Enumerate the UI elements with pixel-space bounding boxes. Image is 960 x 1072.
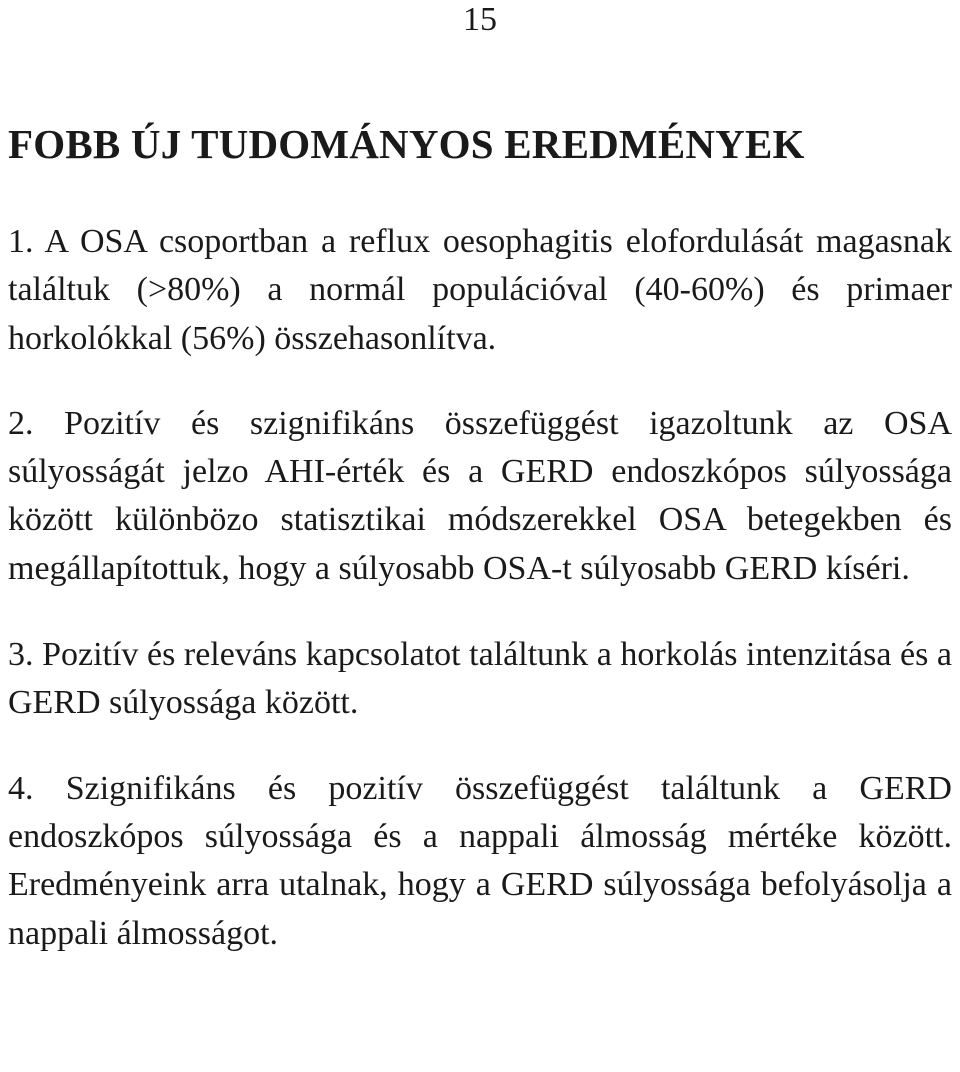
finding-paragraph-1: 1. A OSA csoportban a reflux oesophagitis elofordulását magasnak találtuk (>80%) a normál populációval (40-60%) és primaer horkolókkal (56%) összehasonlítva.	[8, 223, 952, 357]
page-number: 15	[463, 1, 497, 38]
finding-paragraph-3: 3. Pozitív és releváns kapcsolatot találtunk a horkolás intenzitása és a GERD súlyossága között.	[8, 636, 952, 722]
finding-paragraph-4: 4. Szignifikáns és pozitív összefüggést találtunk a GERD endoszkópos súlyossága és a nappali álmosság mértéke között. Eredményeink arra utalnak, hogy a GERD súlyossága befolyásolja a nappali álmosságot.	[8, 769, 952, 952]
section-heading: FOBB ÚJ TUDOMÁNYOS EREDMÉNYEK	[8, 121, 805, 167]
findings-list	[8, 218, 952, 996]
finding-paragraph-2: 2. Pozitív és szignifikáns összefüggést igazoltunk az OSA súlyosságát jelzo AHI-érték és a GERD endoszkópos súlyossága között különbözo statisztikai módszerekkel OSA betegekben és megállapítottuk, hogy a súlyosabb OSA-t súlyosabb GERD kíséri.	[8, 404, 952, 587]
